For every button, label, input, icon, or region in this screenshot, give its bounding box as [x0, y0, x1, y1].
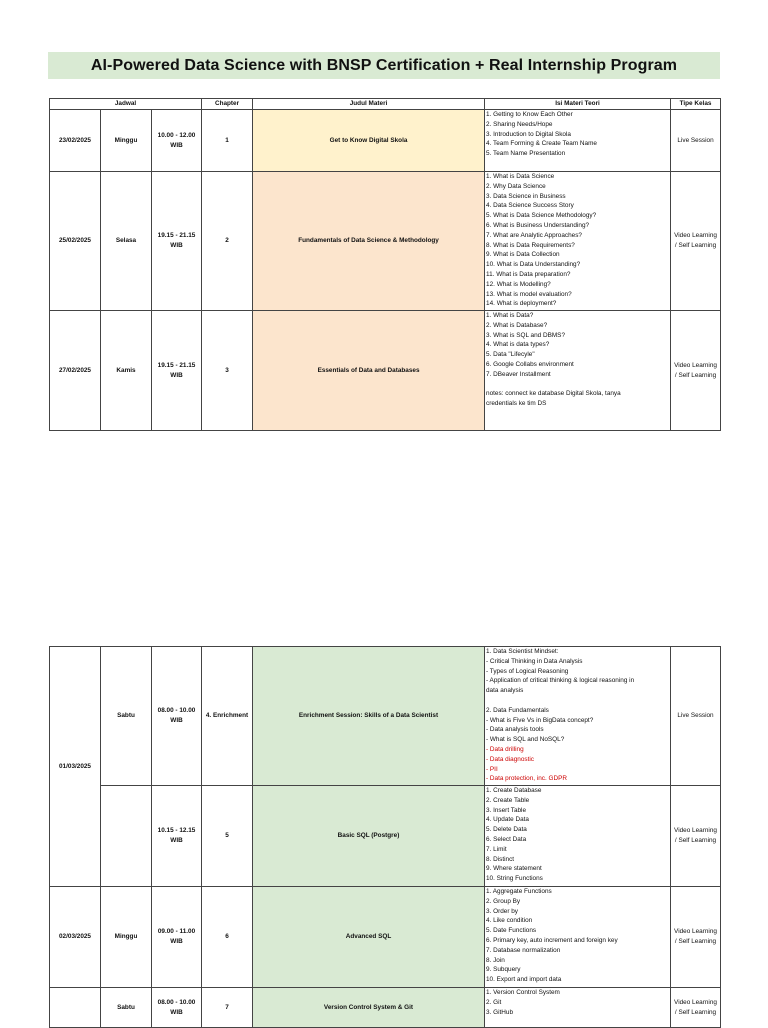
- day-cell: Selasa: [101, 172, 152, 311]
- list-item: notes: connect ke database Digital Skola, tanya: [486, 390, 621, 398]
- list-item: 9. Subquery: [486, 966, 521, 974]
- header-jadwal: Jadwal: [50, 99, 202, 110]
- list-item: 1. Aggregate Functions: [486, 888, 552, 895]
- list-item: - What is SQL and NoSQL?: [486, 736, 565, 744]
- table-header-row: [50, 99, 721, 110]
- list-item: 10. What is Data Understanding?: [486, 261, 581, 269]
- table-row: [50, 172, 721, 311]
- title-cell: Essentials of Data and Databases: [253, 311, 485, 431]
- table-row: [50, 988, 721, 1028]
- list-item: 10. Export and import data: [486, 976, 562, 984]
- list-item: 8. What is Data Requirements?: [486, 241, 575, 249]
- list-item: 7. Database normalization: [486, 946, 561, 954]
- header-tipe: Tipe Kelas: [671, 99, 721, 110]
- list-item: [486, 696, 668, 706]
- time-cell: 19.15 - 21.15 WIB: [152, 172, 202, 311]
- list-item: 6. Primary key, auto increment and foreign key: [486, 936, 618, 944]
- date-cell: [50, 988, 101, 1028]
- items-cell: [485, 311, 671, 431]
- time-cell: 08.00 - 10.00 WIB: [152, 988, 202, 1028]
- list-item: 2. Create Table: [486, 796, 530, 804]
- list-item: 8. Join: [486, 956, 505, 964]
- list-item: 7. DBeaver Installment: [486, 370, 551, 378]
- items-cell: [485, 786, 671, 887]
- schedule-table-1: [49, 98, 721, 431]
- time-cell: 09.00 - 11.00 WIB: [152, 887, 202, 988]
- date-cell: 25/02/2025: [50, 172, 101, 311]
- date-cell: 02/03/2025: [50, 887, 101, 988]
- list-item: 1. What is Data?: [486, 312, 534, 319]
- table-row: [50, 786, 721, 887]
- list-item: 8. Distinct: [486, 855, 515, 863]
- list-item: 3. What is SQL and DBMS?: [486, 331, 565, 339]
- schedule-table-2: [49, 646, 721, 1028]
- list-item: 10. String Functions: [486, 875, 543, 883]
- list-item: - Data analysis tools: [486, 726, 544, 734]
- title-cell: Enrichment Session: Skills of a Data Scientist: [253, 647, 485, 786]
- day-cell: Sabtu: [101, 647, 152, 786]
- list-item: 6. Google Collabs environment: [486, 360, 574, 368]
- title-cell: Version Control System & Git: [253, 988, 485, 1028]
- table-row: [50, 311, 721, 431]
- list-item: 2. Data Fundamentals: [486, 706, 549, 714]
- day-cell: Kamis: [101, 311, 152, 431]
- list-item: - PII: [486, 765, 498, 773]
- list-item: 1. Version Control System: [486, 989, 560, 996]
- list-item: 4. Data Science Success Story: [486, 202, 574, 210]
- list-item: - Critical Thinking in Data Analysis: [486, 657, 583, 665]
- day-cell: Sabtu: [101, 988, 152, 1028]
- date-cell: 01/03/2025: [50, 647, 101, 887]
- header-judul: Judul Materi: [253, 99, 485, 110]
- list-item: - Data protection, inc. GDPR: [486, 775, 567, 783]
- list-item: 4. Like condition: [486, 917, 533, 925]
- list-item: 4. Update Data: [486, 816, 529, 824]
- list-item: 14. What is deployment?: [486, 300, 557, 308]
- header-chapter: Chapter: [202, 99, 253, 110]
- list-item: 3. Data Science in Business: [486, 192, 566, 200]
- list-item: 3. Insert Table: [486, 806, 527, 814]
- list-item: data analysis: [486, 687, 524, 695]
- list-item: 9. What is Data Collection: [486, 251, 560, 259]
- list-item: 9. Where statement: [486, 865, 542, 873]
- time-cell: 10.15 - 12.15 WIB: [152, 786, 202, 887]
- table-row: [50, 647, 721, 786]
- type-cell: Video Learning / Self Learning: [671, 887, 721, 988]
- day-cell: Minggu: [101, 887, 152, 988]
- type-cell: Video Learning / Self Learning: [671, 988, 721, 1028]
- page-title: AI-Powered Data Science with BNSP Certification + Real Internship Program: [48, 52, 720, 79]
- list-item: 3. GitHub: [486, 1008, 513, 1016]
- chapter-cell: 1: [202, 110, 253, 172]
- list-item: 2. What is Database?: [486, 321, 548, 329]
- list-item: 1. Create Database: [486, 787, 542, 794]
- list-item: 2. Git: [486, 998, 502, 1006]
- type-cell: Video Learning / Self Learning: [671, 172, 721, 311]
- type-cell: Video Learning / Self Learning: [671, 311, 721, 431]
- date-cell: 27/02/2025: [50, 311, 101, 431]
- chapter-cell: 5: [202, 786, 253, 887]
- list-item: 5. Data "Lifecyle": [486, 351, 535, 359]
- chapter-cell: 6: [202, 887, 253, 988]
- list-item: 11. What is Data preparation?: [486, 270, 571, 278]
- items-cell: [485, 647, 671, 786]
- list-item: 1. Data Scientist Mindset:: [486, 648, 559, 655]
- chapter-cell: 4. Enrichment: [202, 647, 253, 786]
- items-cell: [485, 887, 671, 988]
- list-item: 5. What is Data Science Methodology?: [486, 212, 597, 220]
- type-cell: Live Session: [671, 647, 721, 786]
- list-item: 5. Team Name Presentation: [486, 150, 566, 158]
- type-cell: Video Learning / Self Learning: [671, 786, 721, 887]
- chapter-cell: 3: [202, 311, 253, 431]
- title-cell: Get to Know Digital Skola: [253, 110, 485, 172]
- list-item: 6. Select Data: [486, 835, 527, 843]
- time-cell: 10.00 - 12.00 WIB: [152, 110, 202, 172]
- list-item: 1. Getting to Know Each Other: [486, 111, 573, 118]
- list-item: - Application of critical thinking & logical reasoning in: [486, 677, 635, 685]
- list-item: 4. Team Forming & Create Team Name: [486, 140, 597, 148]
- day-cell: Minggu: [101, 110, 152, 172]
- list-item: [486, 380, 668, 390]
- day-cell: [101, 786, 152, 887]
- list-item: 5. Date Functions: [486, 927, 537, 935]
- title-cell: Advanced SQL: [253, 887, 485, 988]
- list-item: 5. Delete Data: [486, 826, 527, 834]
- table-row: [50, 887, 721, 988]
- list-item: 4. What is data types?: [486, 341, 550, 349]
- type-cell: Live Session: [671, 110, 721, 172]
- list-item: 3. Introduction to Digital Skola: [486, 130, 571, 138]
- items-cell: [485, 172, 671, 311]
- list-item: - Data diagnostic: [486, 755, 534, 763]
- list-item: 2. Group By: [486, 897, 521, 905]
- time-cell: 19.15 - 21.15 WIB: [152, 311, 202, 431]
- header-isi: Isi Materi Teori: [485, 99, 671, 110]
- list-item: 6. What is Business Understanding?: [486, 221, 590, 229]
- list-item: 2. Sharing Needs/Hope: [486, 120, 553, 128]
- list-item: 7. What are Analytic Approaches?: [486, 231, 582, 239]
- list-item: - Types of Logical Reasoning: [486, 667, 569, 675]
- list-item: 1. What is Data Science: [486, 173, 555, 180]
- list-item: - Data drilling: [486, 745, 524, 753]
- list-item: 2. Why Data Science: [486, 182, 546, 190]
- items-cell: [485, 110, 671, 172]
- time-cell: 08.00 - 10.00 WIB: [152, 647, 202, 786]
- chapter-cell: 2: [202, 172, 253, 311]
- title-cell: Fundamentals of Data Science & Methodology: [253, 172, 485, 311]
- list-item: 12. What is Modelling?: [486, 280, 551, 288]
- table-row: [50, 110, 721, 172]
- chapter-cell: 7: [202, 988, 253, 1028]
- list-item: 7. Limit: [486, 845, 507, 853]
- list-item: credentials ke tim DS: [486, 400, 547, 408]
- list-item: - What is Five Vs in BigData concept?: [486, 716, 594, 724]
- list-item: 13. What is model evaluation?: [486, 290, 572, 298]
- date-cell: 23/02/2025: [50, 110, 101, 172]
- title-cell: Basic SQL (Postgre): [253, 786, 485, 887]
- items-cell: [485, 988, 671, 1028]
- list-item: 3. Order by: [486, 907, 518, 915]
